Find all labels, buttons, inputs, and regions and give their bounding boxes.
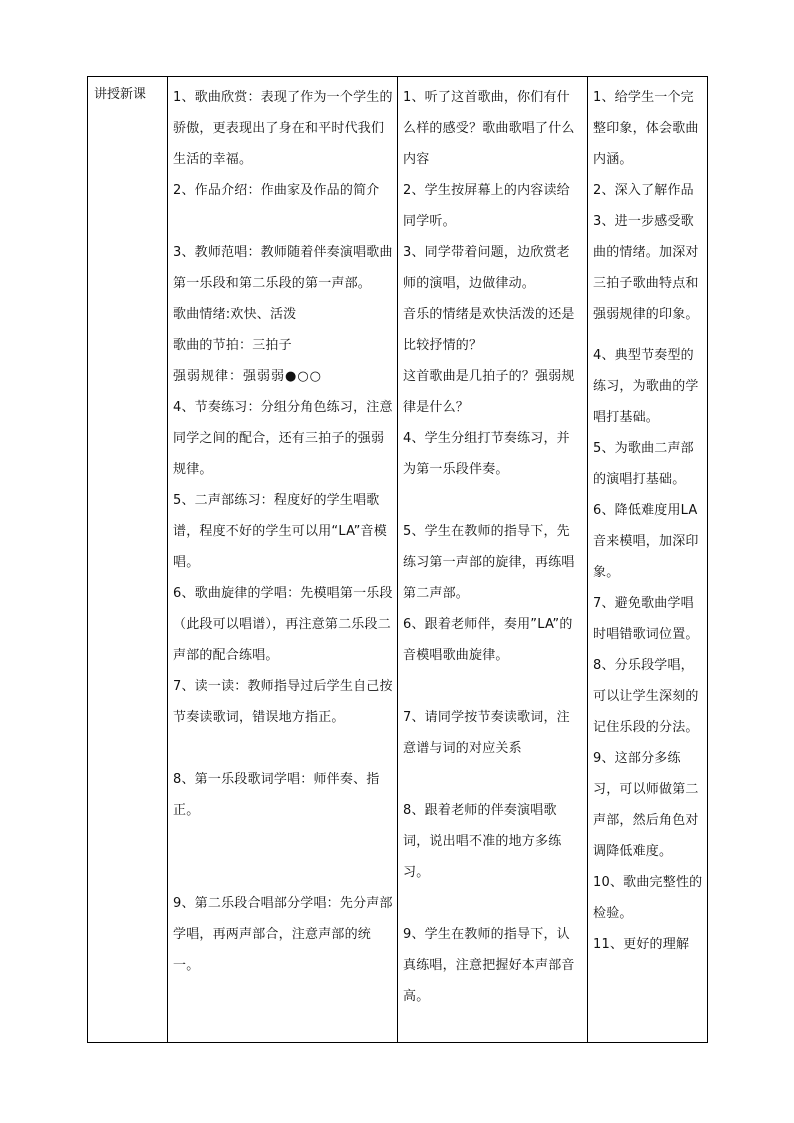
section-label: 讲授新课 [94, 87, 147, 102]
lesson-plan-table [87, 76, 708, 1043]
purpose-item-7: 7、避免歌曲学唱时唱错歌词位置。 [593, 596, 699, 642]
student-item-6: 6、跟着老师伴，奏用”LA”的音模唱歌曲旋律。 [403, 617, 573, 663]
student-item-2: 2、学生按屏幕上的内容读给同学听。 [403, 183, 570, 229]
design-purpose-cell [588, 77, 708, 1043]
purpose-item-6: 6、降低难度用LA音来模唱，加深印象。 [593, 503, 699, 580]
purpose-item-1: 1、给学生一个完整印象，体会歌曲内涵。 [593, 90, 699, 167]
content-item-4: 4、节奏练习：分组分角色练习，注意同学之间的配合，还有三拍子的强弱规律。 [173, 400, 393, 477]
content-item-2: 2、作品介绍：作曲家及作品的简介 [173, 183, 380, 198]
student-question-mood: 音乐的情绪是欢快活泼的还是比较抒情的？ [403, 307, 575, 353]
student-item-7: 7、请同学按节奏读歌词，注意谱与词的对应关系 [403, 710, 570, 756]
purpose-item-8: 8、分乐段学唱，可以让学生深刻的记住乐段的分法。 [593, 658, 699, 735]
student-item-9: 9、学生在教师的指导下，认真练唱，注意把握好本声部音高。 [403, 927, 575, 1004]
content-pattern: 强弱规律：强弱弱●○○ [173, 369, 323, 384]
student-item-5: 5、学生在教师的指导下，先练习第一声部的旋律，再练唱第二声部。 [403, 524, 575, 601]
content-item-5: 5、二声部练习：程度好的学生唱歌谱，程度不好的学生可以用“LA”音模唱。 [173, 493, 387, 570]
table-row [88, 77, 708, 1043]
purpose-item-11: 11、更好的理解 [593, 937, 690, 952]
content-item-6: 6、歌曲旋律的学唱：先模唱第一乐段（此段可以唱谱），再注意第二乐段二声部的配合练唱。 [173, 586, 393, 663]
student-question-meter: 这首歌曲是几拍子的？强弱规律是什么？ [403, 369, 575, 415]
student-item-8: 8、跟着老师的伴奏演唱歌词，说出唱不准的地方多练习。 [403, 803, 562, 880]
purpose-item-3: 3、进一步感受歌曲的情绪。加深对三拍子歌曲特点和强弱规律的印象。 [593, 214, 699, 322]
student-item-3: 3、同学带着问题，边欣赏老师的演唱，边做律动。 [403, 245, 570, 291]
purpose-item-10: 10、歌曲完整性的检验。 [593, 875, 703, 921]
section-label-cell [88, 77, 168, 1043]
purpose-item-2: 2、深入了解作品 [593, 183, 694, 198]
purpose-item-4: 4、典型节奏型的练习，为歌曲的学唱打基础。 [593, 348, 699, 425]
content-meter: 歌曲的节拍：三拍子 [173, 338, 292, 353]
content-item-9: 9、第二乐段合唱部分学唱：先分声部学唱，再两声部合，注意声部的统一。 [173, 896, 393, 973]
content-mood: 歌曲情绪:欢快、活泼 [173, 307, 297, 322]
content-item-1: 1、歌曲欣赏：表现了作为一个学生的骄傲，更表现出了身在和平时代我们生活的幸福。 [173, 90, 393, 167]
content-item-7: 7、读一读：教师指导过后学生自己按节奏读歌词，错误地方指正。 [173, 679, 393, 725]
content-cell [168, 77, 398, 1043]
purpose-item-5: 5、为歌曲二声部的演唱打基础。 [593, 441, 694, 487]
purpose-item-9: 9、这部分多练习，可以师做第二声部，然后角色对调降低难度。 [593, 751, 699, 859]
student-item-1: 1、听了这首歌曲，你们有什么样的感受？歌曲歌唱了什么内容 [403, 90, 575, 167]
student-item-4: 4、学生分组打节奏练习，并为第一乐段伴奏。 [403, 431, 570, 477]
student-activity-cell [398, 77, 588, 1043]
content-item-8: 8、第一乐段歌词学唱：师伴奏、指正。 [173, 772, 380, 818]
content-item-3: 3、教师范唱：教师随着伴奏演唱歌曲第一乐段和第二乐段的第一声部。 [173, 245, 393, 291]
